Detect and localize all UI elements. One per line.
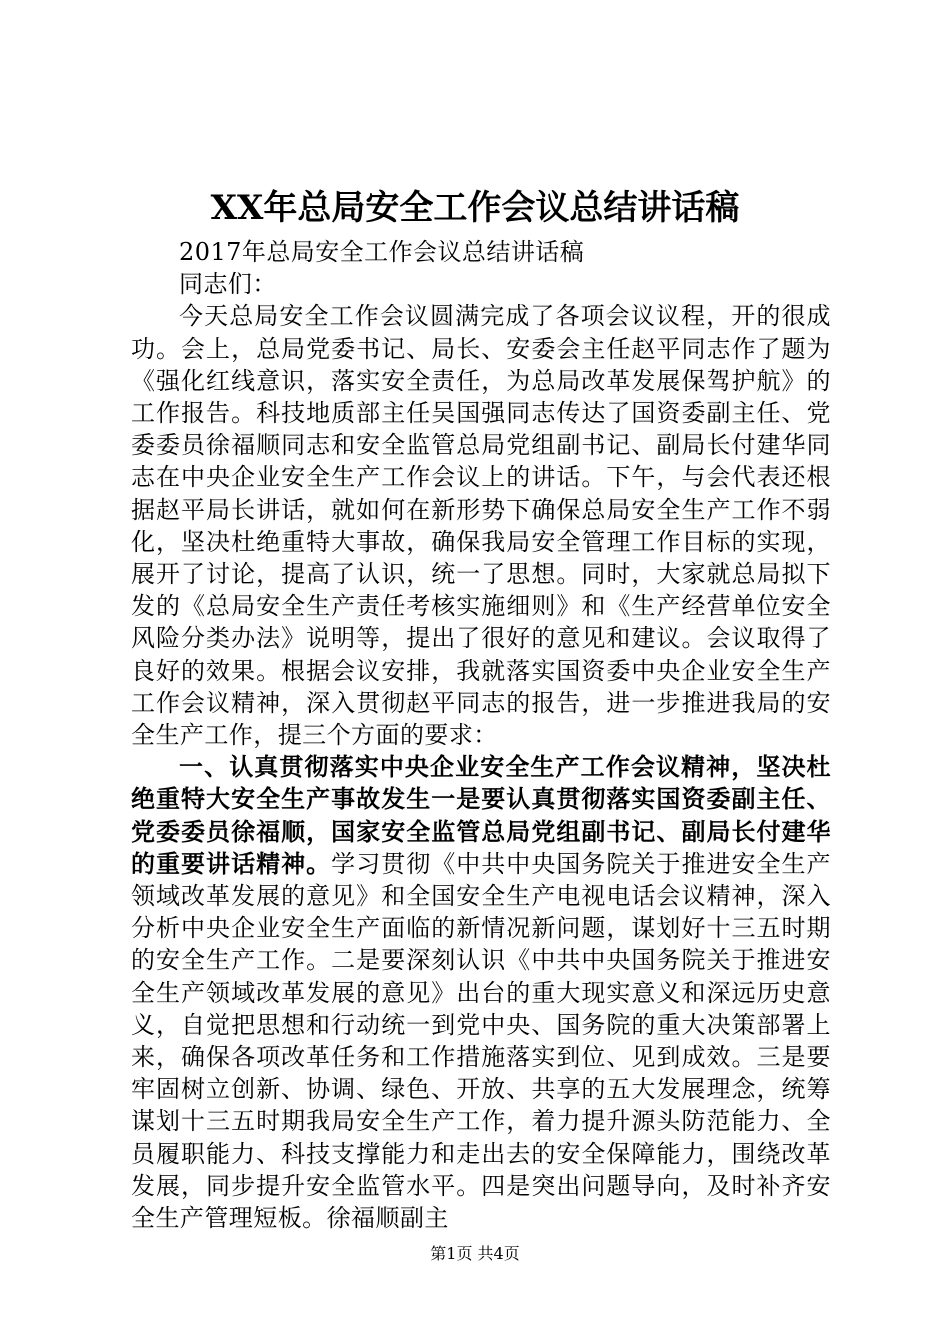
document-title: XX年总局安全工作会议总结讲话稿: [210, 188, 740, 228]
document-subtitle: 2017年总局安全工作会议总结讲话稿: [179, 238, 585, 266]
section-1-paragraph: [131, 751, 831, 1234]
section-1-body: 学习贯彻《中共中央国务院关于推进安全生产领域改革发展的意见》和全国安全生产电视电话会议精神，深入分析中央企业安全生产面临的新情况新问题，谋划好十三五时期的安全生产工作。二是要深刻认识《中共中央国务院关于推进安全生产领域改革发展的意见》出台的重大现实意义和深远历史意义，自觉把思想和行动统一到党中央、国务院的重大决策部署上来，确保各项改革任务和工作措施落实到位、见到成效。三是要牢固树立创新、协调、绿色、开放、共享的五大发展理念，统筹谋划十三五时期我局安全生产工作，着力提升源头防范能力、全员履职能力、科技支撑能力和走出去的安全保障能力，围绕改革发展，同步提升安全监管水平。四是突出问题导向，及时补齐安全生产管理短板。徐福顺副主: [131, 849, 832, 1233]
page-number-footer: 第1页 共4页: [430, 1244, 520, 1263]
section-1-heading: 一、认真贯彻落实中央企业安全生产工作会议精神，坚决杜绝重特大安全生产事故发生一是要认真贯彻落实国资委副主任、党委委员徐福顺，国家安全监管总局党组副书记、副局长付建华的重要讲话精神。: [131, 752, 831, 878]
salutation: 同志们：: [179, 270, 277, 299]
document-body: [131, 236, 831, 1234]
paragraph-intro: 今天总局安全工作会议圆满完成了各项会议议程，开的很成功。会上，总局党委书记、局长、安委会主任赵平同志作了题为《强化红线意识，落实安全责任，为总局改革发展保驾护航》的工作报告。科技地质部主任吴国强同志传达了国资委副主任、党委委员徐福顺同志和安全监管总局党组副书记、副局长付建华同志在中央企业安全生产工作会议上的讲话。下午，与会代表还根据赵平局长讲话，就如何在新形势下确保总局安全生产工作不弱化，坚决杜绝重特大事故，确保我局安全管理工作目标的实现，展开了讨论，提高了认识，统一了思想。同时，大家就总局拟下发的《总局安全生产责任考核实施细则》和《生产经营单位安全风险分类办法》说明等，提出了很好的意见和建议。会议取得了良好的效果。根据会议安排，我就落实国资委中央企业安全生产工作会议精神，深入贯彻赵平同志的报告，进一步推进我局的安全生产工作，提三个方面的要求：: [131, 302, 831, 750]
